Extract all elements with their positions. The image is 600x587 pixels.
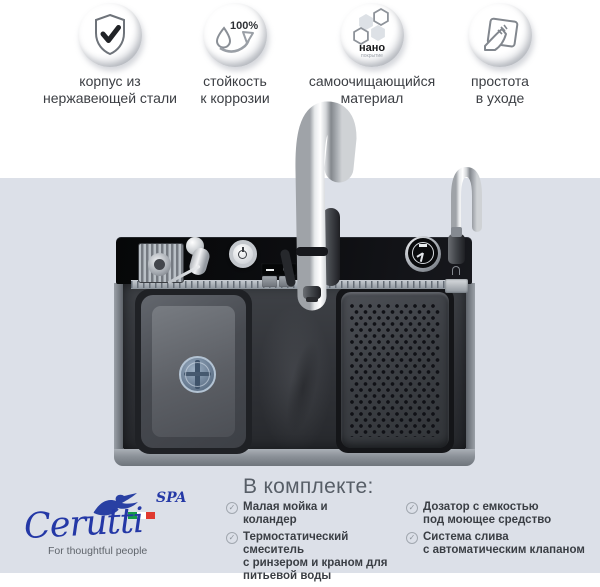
list-item: ✓ Термостатический смеситель с ринзером и краном для питьевой воды xyxy=(226,531,408,583)
brand-logo xyxy=(20,488,235,568)
sink-rim-left xyxy=(114,283,123,453)
rinser-icon xyxy=(452,266,460,275)
logo-brand-text: Cerutti xyxy=(23,500,145,548)
feature-label: самоочищающийся материал xyxy=(308,73,436,106)
included-column-2 xyxy=(406,501,588,561)
easy-care-icon xyxy=(468,3,532,67)
dial-readout xyxy=(419,244,427,247)
check-icon: ✓ xyxy=(226,502,238,514)
logo-spa-text: SPA xyxy=(156,490,187,506)
deck-button-left xyxy=(262,276,277,287)
list-item: ✓ Дозатор с емкостью под моющее средство xyxy=(406,501,588,527)
feature-label: корпус из нержавеющей стали xyxy=(43,73,177,106)
flag-red xyxy=(146,512,155,519)
feature-label: простота в уходе xyxy=(471,73,529,106)
sink-rim-right xyxy=(466,283,475,453)
feature-easy-care xyxy=(415,3,585,107)
display-segment xyxy=(266,269,274,271)
nano-coating-icon xyxy=(340,3,404,67)
display-indicator xyxy=(283,266,289,272)
corrosion-resistance-icon xyxy=(203,3,267,67)
colander-holes xyxy=(350,304,440,437)
svg-text:покрытие: покрытие xyxy=(361,53,383,59)
logo-tagline: For thoughtful people xyxy=(48,545,148,557)
check-icon: ✓ xyxy=(226,532,238,544)
shield-check-icon xyxy=(78,3,142,67)
power-icon-bar xyxy=(242,247,244,252)
svg-text:нано: нано xyxy=(358,42,386,54)
included-heading: В комплекте: xyxy=(243,475,374,498)
list-item: ✓ Система слива с автоматическим клапаном xyxy=(406,531,588,557)
deck-button-right xyxy=(279,276,294,287)
deck-clip xyxy=(445,279,468,293)
check-icon: ✓ xyxy=(406,532,418,544)
check-icon: ✓ xyxy=(406,502,418,514)
list-item: ✓ Малая мойка и коландер xyxy=(226,501,408,527)
glass-rinser-center xyxy=(154,259,165,270)
included-column-1 xyxy=(226,501,408,587)
svg-text:100%: 100% xyxy=(230,20,259,32)
drain-ring xyxy=(185,362,210,387)
feature-label: стойкость к коррозии xyxy=(200,73,270,106)
